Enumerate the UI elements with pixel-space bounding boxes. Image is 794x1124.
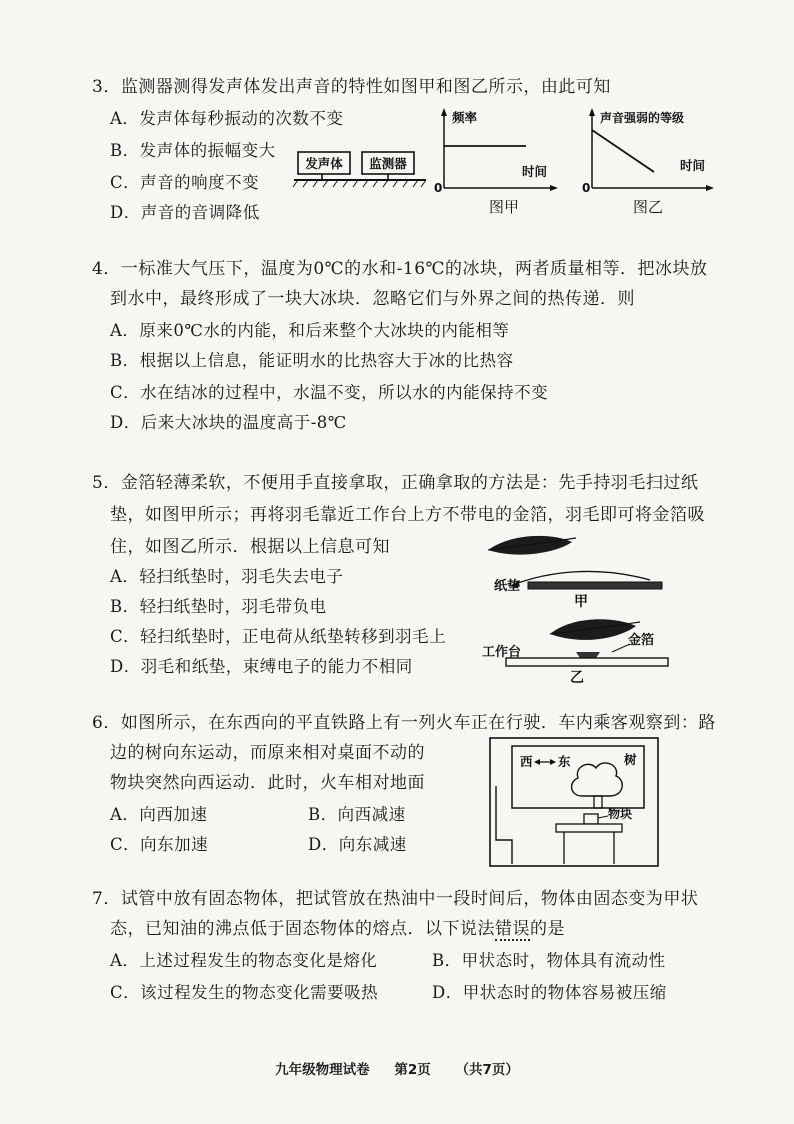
- graph-yi-origin: 0: [582, 181, 591, 195]
- graph-jia-caption: 图甲: [488, 198, 520, 216]
- q6-option-c: C．向东加速: [110, 835, 209, 854]
- q7-option-c: C．该过程发生的物态变化需要吸热: [110, 983, 379, 1002]
- q5-figure-yi-caption: 乙: [570, 670, 584, 686]
- q7-stem-line1: 7．试管中放有固态物体，把试管放在热油中一段时间后，物体由固态变为甲状: [92, 889, 699, 909]
- feather-icon: [550, 619, 640, 640]
- q7-stem-line2: [110, 918, 565, 940]
- q5-figure-yi: [480, 614, 680, 686]
- graph-jia-origin: 0: [434, 181, 443, 195]
- feather-icon: [488, 536, 576, 555]
- workbench-label: 工作台: [482, 645, 522, 660]
- q5-stem-line2: 垫，如图甲所示；再将羽毛靠近工作台上方不带电的金箔，羽毛即可将金箔吸: [110, 505, 705, 525]
- q3-option-d: D．声音的音调降低: [110, 203, 260, 222]
- q6-stem-line3: 物块突然向西运动．此时，火车相对地面: [110, 773, 425, 793]
- page-footer: [0, 1058, 794, 1078]
- q6-option-d: D．向东减速: [308, 835, 407, 854]
- footer-subject: 九年级物理试卷: [275, 1062, 370, 1078]
- q5-figure-jia: [480, 530, 680, 610]
- q7-emphasis-wrong: 错误: [495, 919, 530, 939]
- tree-label: 树: [624, 752, 637, 767]
- graph-yi-caption: 图乙: [632, 198, 664, 216]
- monitor-label: 监测器: [369, 156, 407, 171]
- q7-stem-line2-part3: 的是: [530, 919, 565, 939]
- q5-option-a: A．轻扫纸垫时，羽毛失去电子: [110, 567, 344, 586]
- q4-stem-line2: 到水中，最终形成了一块大冰块．忽略它们与外界之间的热传递．则: [110, 289, 635, 309]
- paper-pad-label: 纸垫: [494, 579, 521, 594]
- q6-stem-line1: 6．如图所示，在东西向的平直铁路上有一列火车正在行驶．车内乘客观察到：路: [92, 713, 716, 733]
- west-label: 西: [520, 754, 533, 769]
- q7-option-a: A．上述过程发生的物态变化是熔化: [110, 951, 378, 970]
- footer-page-number: 第2页: [394, 1062, 431, 1078]
- graph-jia-xlabel: 时间: [522, 164, 548, 179]
- q5-stem-line1: 5．金箔轻薄柔软，不便用手直接拿取，正确拿取的方法是：先手持羽毛扫过纸: [92, 473, 699, 493]
- gold-foil: [576, 652, 600, 658]
- q6-option-a: A．向西加速: [110, 805, 208, 824]
- q6-train-figure: [490, 738, 660, 868]
- loudness-line: [592, 130, 654, 172]
- graph-yi-ylabel: 声音强弱的等级: [600, 111, 685, 125]
- tree-icon: [572, 763, 623, 808]
- q3-apparatus-figure: [290, 146, 430, 196]
- east-label: 东: [558, 754, 571, 769]
- q4-option-b: B．根据以上信息，能证明水的比热容大于冰的比热容: [110, 351, 514, 370]
- gold-foil-label: 金箔: [628, 633, 655, 648]
- q3-option-c: C．声音的响度不变: [110, 173, 260, 192]
- q4-option-d: D．后来大冰块的温度高于-8℃: [110, 413, 347, 432]
- q5-figure-jia-caption: 甲: [574, 594, 588, 610]
- q5-option-c: C．轻扫纸垫时，正电荷从纸垫转移到羽毛上: [110, 627, 447, 646]
- block-label: 物块: [608, 807, 633, 821]
- table: [556, 824, 622, 832]
- q3-option-b: B．发声体的振幅变大: [110, 141, 276, 160]
- graph-yi-xlabel: 时间: [680, 158, 706, 173]
- q4-option-a: A．原来0℃水的内能，和后来整个大冰块的内能相等: [110, 321, 510, 340]
- graph-jia-ylabel: 频率: [452, 110, 478, 125]
- q4-option-c: C．水在结冰的过程中，水温不变，所以水的内能保持不变: [110, 383, 549, 402]
- sound-source-label: 发声体: [305, 156, 343, 171]
- q3-stem: 3．监测器测得发声体发出声音的特性如图甲和图乙所示，由此可知: [92, 77, 611, 97]
- seat: [496, 786, 512, 864]
- q7-option-b: B．甲状态时，物体具有流动性: [432, 951, 666, 970]
- q6-option-b: B．向西减速: [308, 805, 406, 824]
- q3-option-a: A．发声体每秒振动的次数不变: [110, 109, 344, 128]
- q4-stem-line1: 4．一标准大气压下，温度为0℃的水和-16℃的冰块，两者质量相等．把冰块放: [92, 259, 708, 279]
- q5-stem-line3: 住，如图乙所示．根据以上信息可知: [110, 537, 390, 557]
- q3-graph-jia: [430, 108, 570, 220]
- block: [584, 814, 598, 824]
- paper-pad: [528, 582, 662, 589]
- q5-option-b: B．轻扫纸垫时，羽毛带负电: [110, 597, 327, 616]
- footer-total-pages: （共7页）: [455, 1062, 519, 1078]
- q7-stem-line2-part1: 态，已知油的沸点低于固态物体的熔点．以下说法: [110, 919, 495, 939]
- workbench: [506, 658, 668, 666]
- q5-option-d: D．羽毛和纸垫，束缚电子的能力不相同: [110, 657, 413, 676]
- q3-graph-yi: [582, 108, 732, 220]
- q7-option-d: D．甲状态时的物体容易被压缩: [432, 983, 667, 1002]
- q6-stem-line2: 边的树向东运动，而原来相对桌面不动的: [110, 743, 425, 763]
